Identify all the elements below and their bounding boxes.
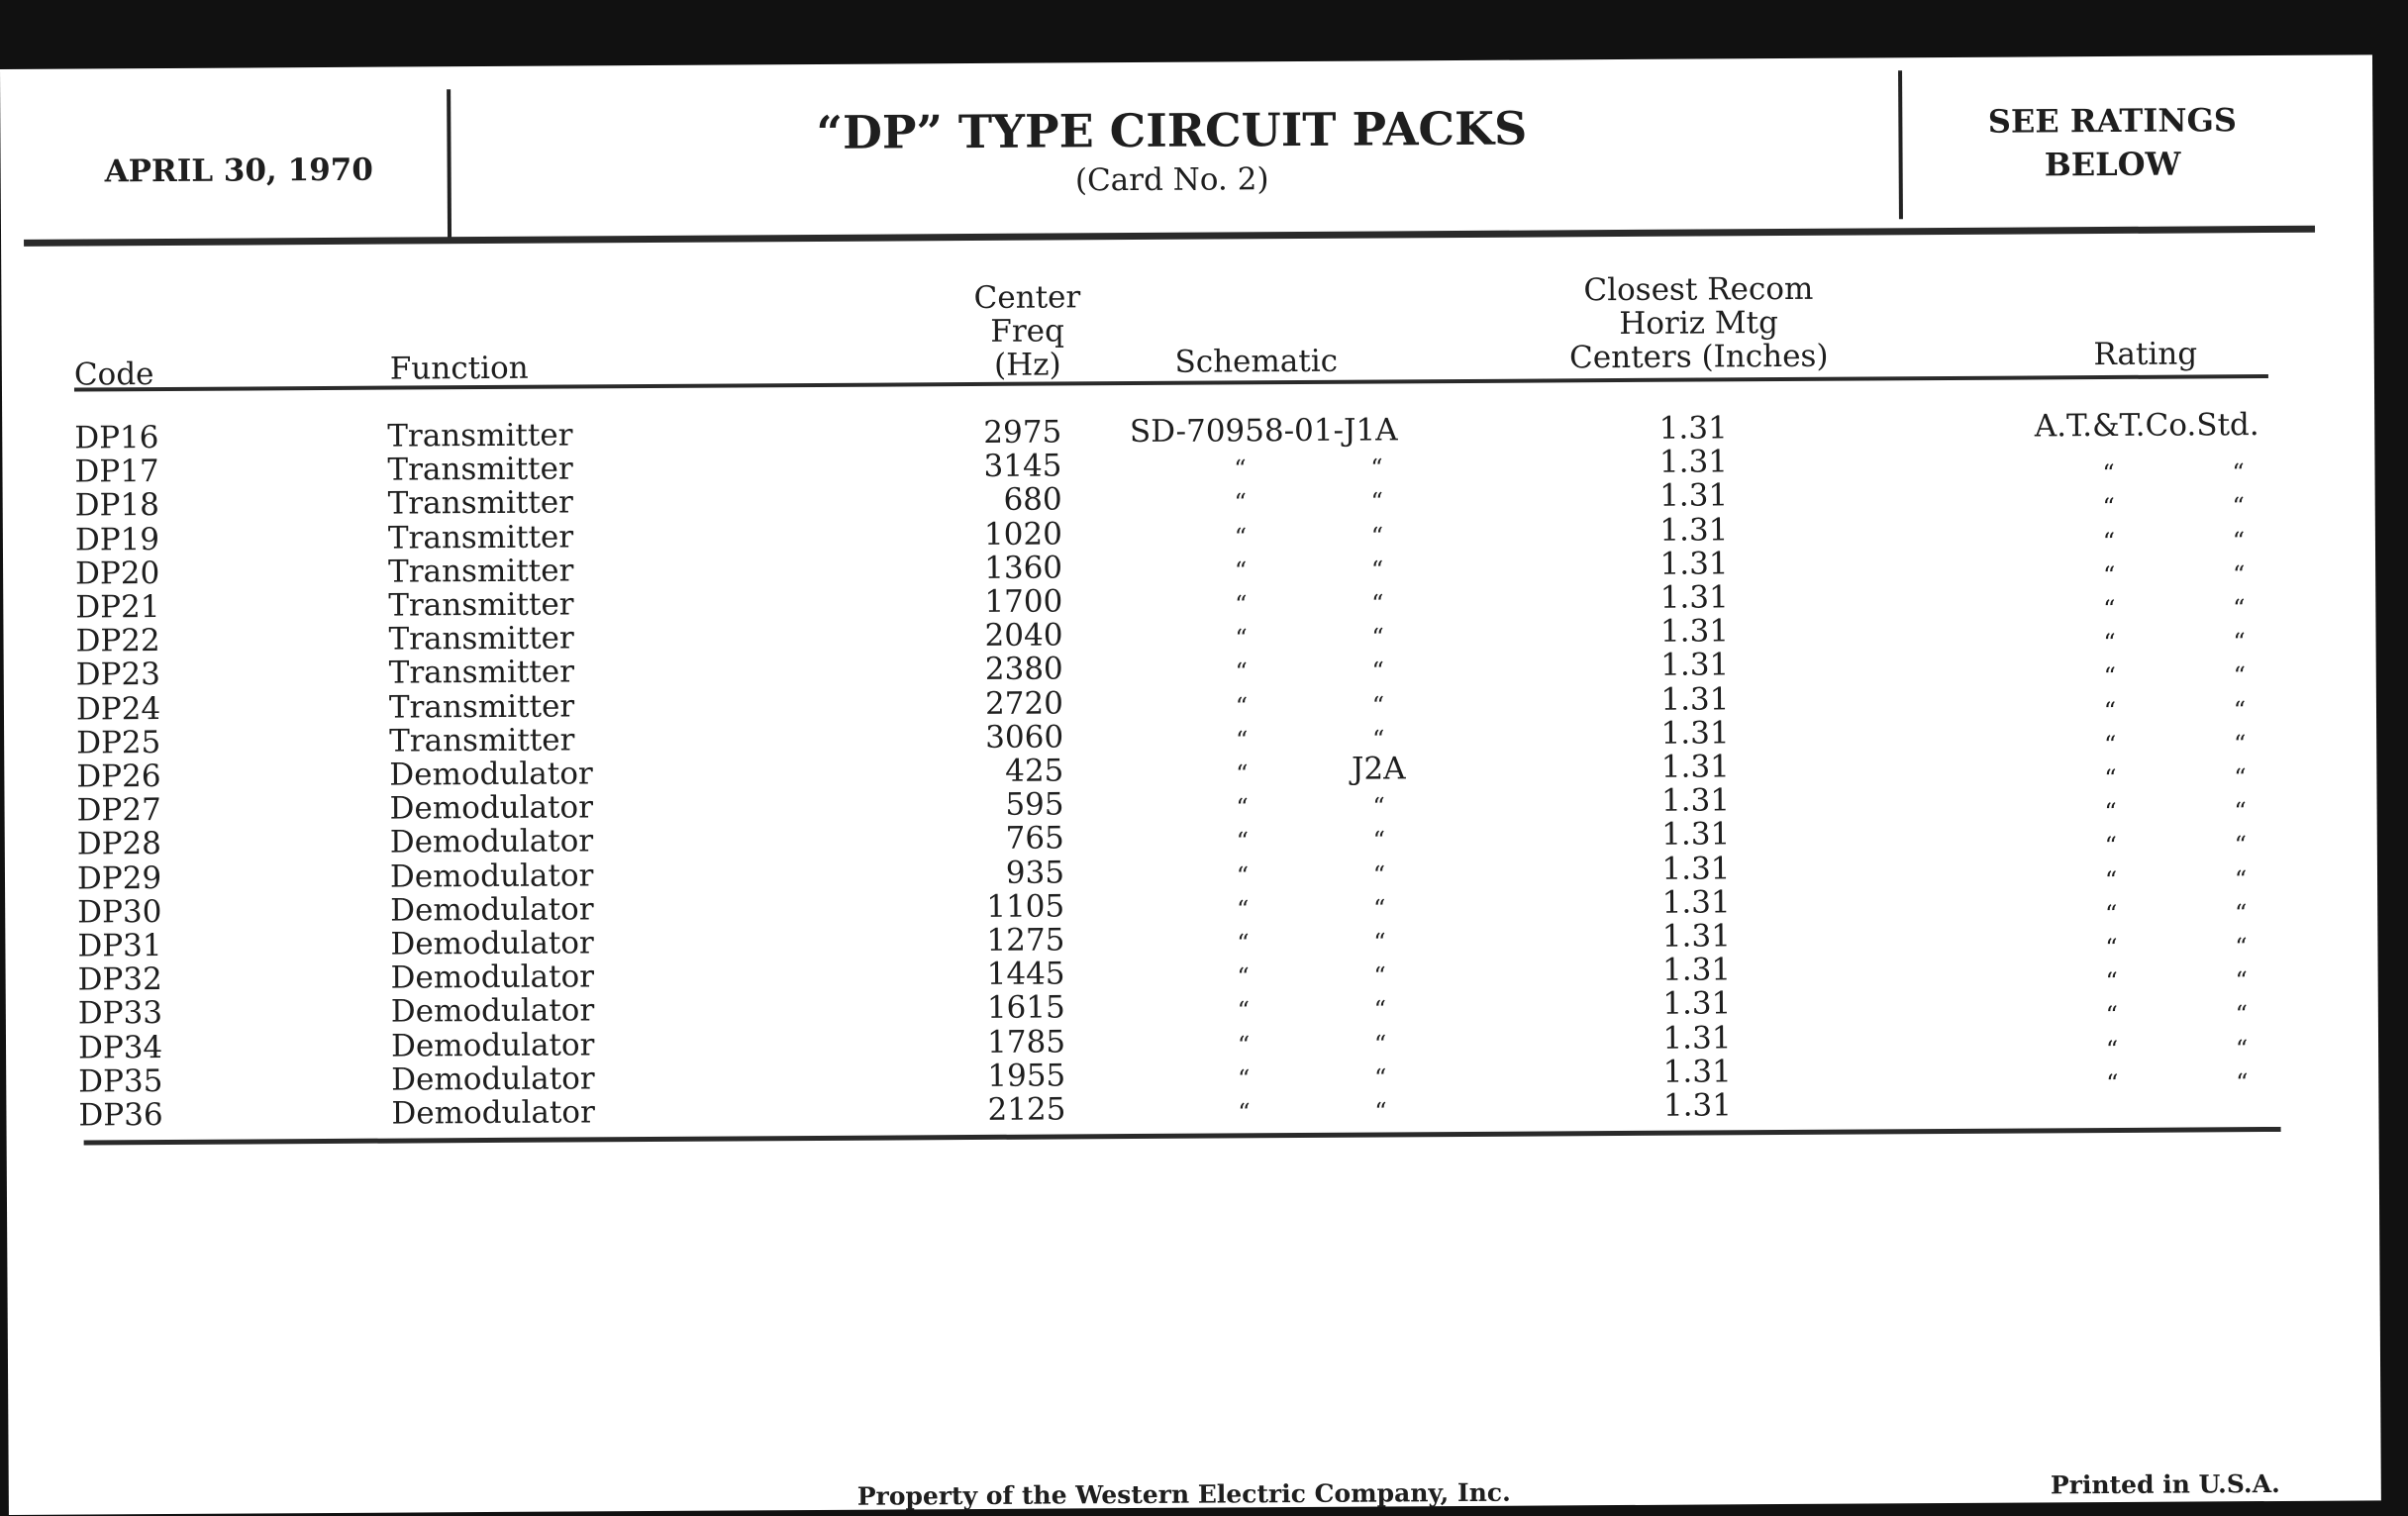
cell-function: Demodulator <box>389 857 594 895</box>
col-header-mtg-line2: Horiz Mtg <box>1619 305 1779 343</box>
cell-schematic: SD-70958-01-J1A <box>1129 412 1398 451</box>
cell-mtg: 1.31 <box>1658 444 1729 480</box>
ditto-mark: “ <box>2233 628 2246 657</box>
ditto-mark: “ <box>1371 657 1384 685</box>
col-header-code: Code <box>73 356 154 393</box>
cell-code: DP23 <box>75 657 161 693</box>
ditto-mark: “ <box>1234 522 1248 551</box>
card-date: APRIL 30, 1970 <box>104 152 373 190</box>
cell-function: Demodulator <box>389 823 594 860</box>
ditto-mark: “ <box>2233 695 2247 724</box>
cell-code: DP20 <box>75 555 160 592</box>
cell-mtg: 1.31 <box>1662 1019 1732 1057</box>
col-header-rating: Rating <box>2093 336 2198 373</box>
ditto-mark: “ <box>2233 729 2247 758</box>
cell-function: Demodulator <box>391 1094 595 1132</box>
cell-code: DP17 <box>74 454 159 490</box>
cell-freq: 425 <box>1005 753 1064 789</box>
header-divider-left <box>447 89 452 238</box>
col-header-function: Function <box>389 350 529 387</box>
ditto-mark: “ <box>1374 1097 1387 1126</box>
ditto-mark: “ <box>1236 793 1249 822</box>
ditto-mark: “ <box>1372 826 1386 855</box>
cell-freq: 1955 <box>987 1058 1066 1094</box>
ditto-mark: “ <box>1371 725 1385 754</box>
cell-code: DP21 <box>75 589 160 626</box>
ditto-mark: “ <box>1235 657 1248 686</box>
cell-function: Transmitter <box>387 451 573 488</box>
cell-freq: 2720 <box>984 685 1064 722</box>
footer-property: Property of the Western Electric Company, Inc. <box>856 1477 1511 1511</box>
ditto-mark: “ <box>1373 995 1387 1024</box>
ditto-mark: “ <box>1234 488 1247 517</box>
cell-mtg: 1.31 <box>1661 850 1731 887</box>
ditto-mark: “ <box>2234 864 2248 893</box>
col-header-freq-line1: Center <box>973 279 1081 316</box>
cell-function: Transmitter <box>388 586 574 624</box>
cell-freq: 1615 <box>986 989 1065 1027</box>
ditto-mark: “ <box>2236 1067 2249 1097</box>
ditto-mark: “ <box>2103 662 2117 691</box>
cell-mtg: 1.31 <box>1659 613 1730 650</box>
cell-code: DP27 <box>76 792 161 829</box>
ditto-mark: “ <box>1236 759 1249 788</box>
cell-function: Transmitter <box>387 417 573 455</box>
cell-freq: 2380 <box>984 651 1063 688</box>
ditto-mark: “ <box>2105 899 2118 928</box>
header-rule <box>24 226 2315 247</box>
cell-mtg: 1.31 <box>1659 477 1729 515</box>
ditto-mark: “ <box>2234 797 2247 826</box>
ditto-mark: “ <box>1370 556 1384 584</box>
cell-code: DP25 <box>76 724 161 761</box>
cell-code: DP36 <box>78 1097 163 1134</box>
cell-mtg: 1.31 <box>1659 511 1729 549</box>
ditto-mark: “ <box>2104 798 2117 827</box>
cell-function: Demodulator <box>390 959 595 996</box>
ditto-mark: “ <box>1236 895 1250 924</box>
ditto-mark: “ <box>1373 928 1386 957</box>
ditto-mark: “ <box>2235 933 2248 961</box>
footer-printed: Printed in U.S.A. <box>2050 1468 2280 1500</box>
ditto-mark: “ <box>1234 455 1247 483</box>
cell-mtg: 1.31 <box>1660 680 1730 718</box>
ditto-mark: “ <box>2104 763 2117 793</box>
ditto-mark: “ <box>2105 933 2118 962</box>
ratings-note-line1: SEE RATINGS <box>1987 101 2238 141</box>
cell-freq: 2975 <box>983 414 1062 451</box>
ditto-mark: “ <box>2102 459 2115 488</box>
ditto-mark: “ <box>2232 526 2246 555</box>
ditto-mark: “ <box>2104 865 2118 894</box>
ditto-mark: “ <box>1237 996 1251 1025</box>
ditto-mark: “ <box>1236 827 1250 856</box>
ditto-mark: “ <box>2103 696 2117 725</box>
ditto-mark: “ <box>1370 454 1383 482</box>
cell-function: Transmitter <box>387 553 574 590</box>
cell-function: Demodulator <box>390 925 594 962</box>
cell-freq: 2040 <box>984 617 1063 655</box>
cell-freq: 1275 <box>986 922 1065 959</box>
circuit-pack-card <box>0 54 2381 1515</box>
card-subtitle: (Card No. 2) <box>1074 161 1269 199</box>
cell-code: DP30 <box>77 893 162 931</box>
cell-freq: 680 <box>1003 481 1062 519</box>
ditto-mark: “ <box>1237 929 1250 958</box>
cell-code: DP18 <box>74 487 159 524</box>
ditto-mark: “ <box>1236 860 1250 889</box>
ditto-mark: “ <box>1373 1030 1387 1059</box>
ditto-mark: “ <box>2102 560 2116 589</box>
cell-code: DP29 <box>76 859 162 897</box>
cell-function: Demodulator <box>390 891 594 929</box>
ditto-mark: “ <box>1374 1063 1387 1092</box>
ditto-mark: “ <box>1238 1098 1251 1127</box>
cell-function: Transmitter <box>388 688 575 726</box>
ditto-mark: “ <box>1370 487 1383 516</box>
header-divider-right <box>1898 70 1903 219</box>
cell-mtg: 1.31 <box>1660 715 1730 752</box>
cell-mtg: 1.31 <box>1662 1054 1732 1090</box>
cell-freq: 765 <box>1005 820 1064 858</box>
cell-freq: 1360 <box>984 550 1063 586</box>
cell-function: Demodulator <box>390 992 595 1030</box>
col-header-schematic: Schematic <box>1174 343 1339 380</box>
ditto-mark: “ <box>2106 1068 2119 1097</box>
ditto-mark: “ <box>2232 458 2245 487</box>
ditto-mark: “ <box>1370 522 1384 551</box>
ditto-mark: “ <box>2102 493 2115 522</box>
ditto-mark: “ <box>2105 967 2118 996</box>
col-header-freq-line3: (Hz) <box>993 347 1061 383</box>
cell-mtg: 1.31 <box>1658 410 1728 447</box>
cell-code: DP22 <box>75 623 160 659</box>
col-header-mtg-line1: Closest Recom <box>1583 270 1814 309</box>
cell-code: DP35 <box>78 1062 163 1100</box>
cell-schematic-suffix: J2A <box>1351 751 1406 787</box>
cell-mtg: 1.31 <box>1659 546 1729 582</box>
cell-function: Transmitter <box>389 722 575 759</box>
cell-function: Transmitter <box>387 519 574 556</box>
ditto-mark: “ <box>2233 661 2247 690</box>
cell-function: Demodulator <box>389 756 593 793</box>
cell-mtg: 1.31 <box>1659 579 1729 616</box>
ditto-mark: “ <box>2234 831 2248 859</box>
ditto-mark: “ <box>2102 527 2116 556</box>
col-header-mtg <box>1500 271 1897 374</box>
ditto-mark: “ <box>2235 1000 2249 1029</box>
ditto-mark: “ <box>1372 860 1386 889</box>
cell-freq: 935 <box>1005 855 1065 891</box>
cell-freq: 3060 <box>985 719 1064 756</box>
cell-mtg: 1.31 <box>1662 1087 1733 1124</box>
cell-function: Demodulator <box>390 1026 595 1064</box>
cell-code: DP32 <box>77 961 162 998</box>
ditto-mark: “ <box>1372 792 1385 821</box>
ditto-mark: “ <box>1235 726 1249 755</box>
col-header-mtg-line3: Centers (Inches) <box>1568 338 1829 376</box>
ditto-mark: “ <box>1237 1030 1251 1059</box>
ditto-mark: “ <box>2103 730 2117 758</box>
cell-function: Transmitter <box>388 620 574 657</box>
ditto-mark: “ <box>2104 832 2118 860</box>
cell-mtg: 1.31 <box>1660 647 1730 684</box>
col-header-freq <box>928 280 1127 382</box>
cell-freq: 1105 <box>986 888 1065 925</box>
cell-code: DP28 <box>76 826 162 862</box>
cell-code: DP16 <box>74 420 159 456</box>
cell-code: DP24 <box>75 690 161 728</box>
col-header-freq-line2: Freq <box>990 313 1065 350</box>
cell-function: Demodulator <box>391 1061 595 1098</box>
cell-mtg: 1.31 <box>1661 918 1732 955</box>
ditto-mark: “ <box>1234 556 1248 585</box>
cell-mtg: 1.31 <box>1661 952 1732 988</box>
cell-code: DP19 <box>74 521 160 558</box>
ditto-mark: “ <box>1371 623 1384 652</box>
ditto-mark: “ <box>1371 691 1385 720</box>
ditto-mark: “ <box>1373 961 1386 990</box>
ratings-note-line2: BELOW <box>2044 145 2181 184</box>
ditto-mark: “ <box>2235 966 2248 995</box>
cell-code: DP26 <box>76 758 161 795</box>
cell-mtg: 1.31 <box>1660 749 1730 785</box>
ditto-mark: “ <box>2235 1034 2249 1062</box>
ditto-mark: “ <box>2103 629 2116 657</box>
cell-function: Transmitter <box>387 484 574 523</box>
cell-code: DP33 <box>77 995 163 1032</box>
ditto-mark: “ <box>2233 594 2246 623</box>
ditto-mark: “ <box>1235 590 1248 619</box>
ditto-mark: “ <box>1238 1064 1251 1093</box>
cell-code: DP34 <box>77 1029 163 1066</box>
ditto-mark: “ <box>1237 962 1250 991</box>
ditto-mark: “ <box>2105 1001 2119 1030</box>
ditto-mark: “ <box>1371 589 1384 618</box>
cell-function: Demodulator <box>389 789 594 827</box>
cell-freq: 595 <box>1005 786 1064 823</box>
ditto-mark: “ <box>2232 559 2246 589</box>
ditto-mark: “ <box>1235 691 1249 720</box>
cell-code: DP31 <box>77 928 162 964</box>
card-title: “DP” TYPE CIRCUIT PACKS <box>816 101 1528 159</box>
cell-freq: 3145 <box>983 448 1062 485</box>
cell-freq: 1445 <box>986 956 1065 993</box>
cell-mtg: 1.31 <box>1661 884 1731 921</box>
cell-function: Transmitter <box>388 654 575 692</box>
cell-freq: 1700 <box>984 583 1063 620</box>
ditto-mark: “ <box>2103 594 2116 624</box>
ditto-mark: “ <box>2235 898 2248 928</box>
cell-freq: 1785 <box>987 1024 1066 1061</box>
cell-mtg: 1.31 <box>1660 782 1731 819</box>
cell-freq: 1020 <box>983 516 1062 553</box>
cell-mtg: 1.31 <box>1662 985 1732 1023</box>
cell-freq: 2125 <box>987 1091 1066 1128</box>
cell-rating: A.T.&T.Co.Std. <box>2034 407 2259 445</box>
ditto-mark: “ <box>1372 894 1386 923</box>
ditto-mark: “ <box>2105 1035 2119 1063</box>
ditto-mark: “ <box>1235 624 1248 653</box>
ditto-mark: “ <box>2232 492 2245 521</box>
ditto-mark: “ <box>2234 763 2247 792</box>
cell-mtg: 1.31 <box>1661 816 1731 854</box>
